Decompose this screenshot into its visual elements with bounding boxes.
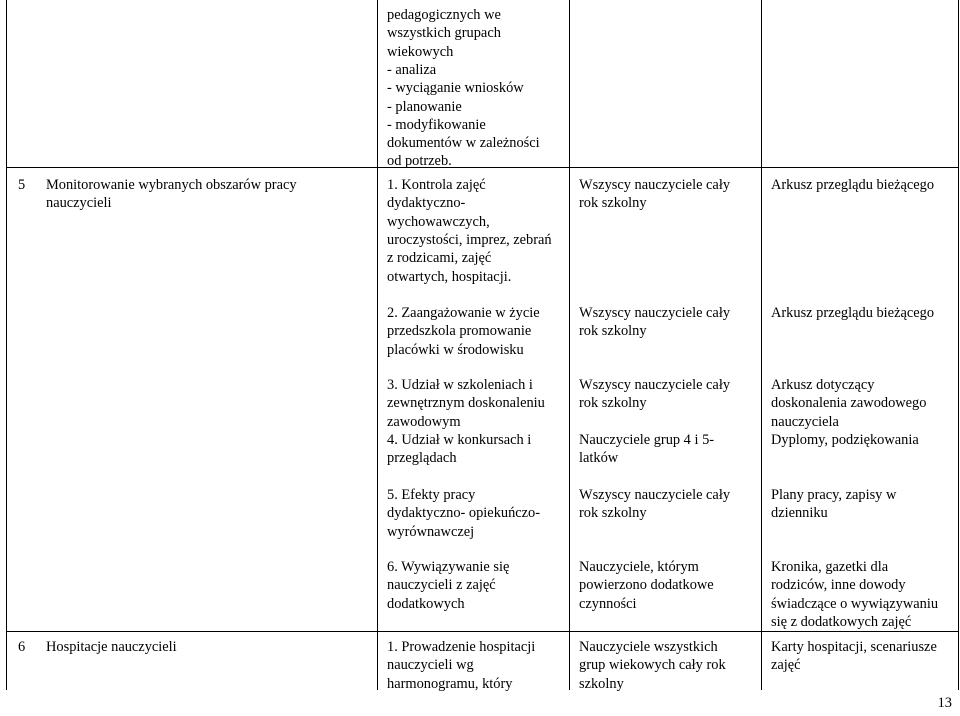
tasks_lines-line: nauczycieli z zajęć (387, 577, 496, 594)
tasks_lines-line: z rodzicami, zajęć (387, 250, 492, 267)
tasks_lines-line: dodatkowych (387, 595, 465, 612)
table-border-col3 (761, 0, 762, 690)
tasks_lines-line: otwartych, hospitacji. (387, 268, 512, 285)
evidence_lines-line: się z dodatkowych zajęć (771, 613, 912, 630)
tasks_lines-line: - modyfikowanie (387, 116, 486, 133)
evidence_lines-line: doskonalenia zawodowego (771, 395, 927, 412)
tasks_lines-line: pedagogicznych we (387, 7, 501, 23)
who_lines-line: latków (579, 450, 619, 467)
tasks_lines-line: wiekowych (387, 43, 454, 60)
tasks_lines-line: wyrównawczej (387, 523, 475, 540)
evidence_lines-line: Arkusz przeglądu bieżącego (771, 177, 935, 193)
tasks_lines-line: wszystkich grupach (387, 25, 501, 42)
tasks_lines-line: harmonogramu, który (387, 675, 513, 692)
tasks_lines-line: - wyciąganie wniosków (387, 80, 524, 97)
tasks_lines-line: przedszkola promowanie (387, 323, 532, 340)
table-border-col1 (377, 0, 378, 690)
tasks_lines-line: 1. Prowadzenie hospitacji (387, 639, 536, 655)
tasks_lines-line: 6. Wywiązywanie się (387, 559, 510, 575)
who_lines-line: grup wiekowych cały rok (579, 657, 726, 674)
evidence_lines-line: Kronika, gazetki dla (771, 559, 889, 575)
tasks_lines-line: zawodowym (387, 413, 461, 430)
who_lines-line: szkolny (579, 675, 624, 692)
evidence_lines-line: Plany pracy, zapisy w (771, 487, 897, 503)
evidence_lines-line: dzienniku (771, 505, 828, 522)
table-row-divider-5 (6, 167, 959, 168)
evidence_lines-line: nauczyciela (771, 413, 839, 430)
who_lines-line: Wszyscy nauczyciele cały (579, 177, 731, 193)
area_lines-line: Monitorowanie wybranych obszarów pracy (46, 177, 297, 193)
tasks_lines-line: uroczystości, imprez, zebrań (387, 231, 552, 248)
who_lines-line: czynności (579, 595, 637, 612)
area_lines-line: Hospitacje nauczycieli (46, 639, 177, 655)
evidence_lines-line: Arkusz przeglądu bieżącego (771, 305, 935, 321)
evidence_lines-line: Arkusz dotyczący (771, 377, 875, 393)
who_lines-line: rok szkolny (579, 195, 647, 212)
who_lines-line: powierzono dodatkowe (579, 577, 714, 594)
evidence_lines-line: Karty hospitacji, scenariusze (771, 639, 937, 655)
who_lines-line: rok szkolny (579, 395, 647, 412)
tasks_lines-line: wychowawczych, (387, 213, 490, 230)
who_lines-line: Nauczyciele, którym (579, 559, 699, 575)
tasks_lines-line: - planowanie (387, 98, 462, 115)
tasks_lines-line: dydaktyczno- opiekuńczo- (387, 505, 541, 522)
table-border-col2 (569, 0, 570, 690)
tasks_lines-line: - analiza (387, 61, 437, 78)
area_lines-line: nauczycieli (46, 195, 112, 212)
tasks_lines-line: nauczycieli wg (387, 657, 474, 674)
table-border-right (958, 0, 959, 690)
who_lines-line: Wszyscy nauczyciele cały (579, 377, 731, 393)
who_lines-line: Nauczyciele grup 4 i 5- (579, 431, 715, 448)
who_lines-line: Nauczyciele wszystkich (579, 639, 718, 655)
tasks_lines-line: przeglądach (387, 450, 457, 467)
tasks_lines-line: 2. Zaangażowanie w życie (387, 305, 540, 321)
evidence_lines-line: rodziców, inne dowody (771, 577, 906, 594)
tasks_lines-line: 1. Kontrola zajęć (387, 177, 486, 193)
tasks_lines-line: dokumentów w zależności (387, 135, 540, 152)
who_lines-line: Wszyscy nauczyciele cały (579, 487, 731, 503)
tasks_lines-line: od potrzeb. (387, 153, 452, 170)
tasks_lines-line: zewnętrznym doskonaleniu (387, 395, 545, 412)
evidence_lines-line: zajęć (771, 657, 801, 674)
tasks_lines-line: 5. Efekty pracy (387, 487, 476, 503)
who_lines-line: rok szkolny (579, 505, 647, 522)
table-border-left (6, 0, 7, 690)
row-number: 5 (18, 177, 26, 193)
tasks_lines-line: dydaktyczno- (387, 195, 466, 212)
row-number: 6 (18, 639, 26, 655)
page-number: 13 (937, 694, 952, 711)
who_lines-line: rok szkolny (579, 323, 647, 340)
tasks_lines-line: placówki w środowisku (387, 341, 524, 358)
evidence_lines-line: świadczące o wywiązywaniu (771, 595, 939, 612)
tasks_lines-line: 3. Udział w szkoleniach i (387, 377, 533, 393)
evidence_lines-line: Dyplomy, podziękowania (771, 431, 919, 448)
who_lines-line: Wszyscy nauczyciele cały (579, 305, 731, 321)
tasks_lines-line: 4. Udział w konkursach i (387, 431, 532, 448)
